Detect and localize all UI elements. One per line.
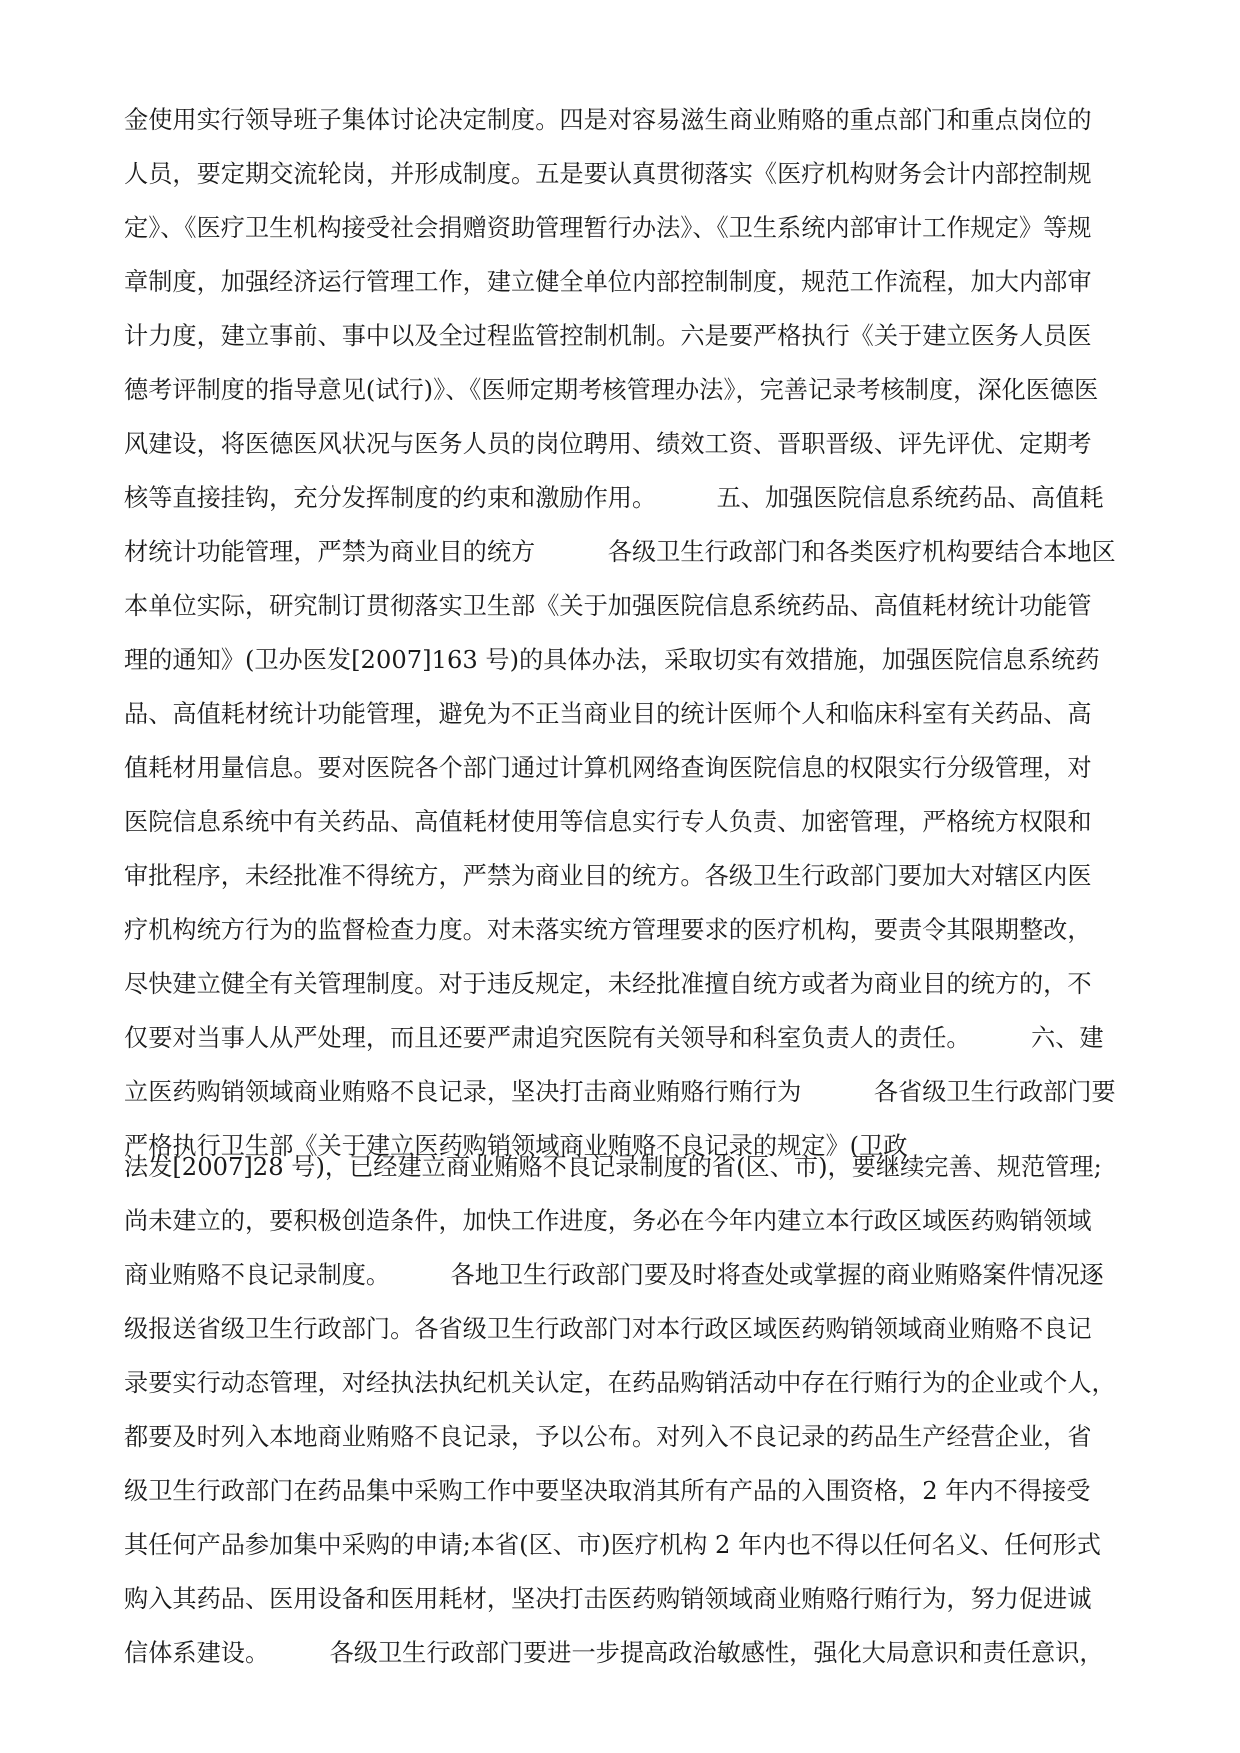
text-line: 录要实行动态管理，对经执法执纪机关认定，在药品购销活动中存在行贿行为的企业或个人， <box>124 1369 1116 1397</box>
text-line: 其任何产品参加集中采购的申请;本省(区、市)医疗机构 2 年内也不得以任何名义、任何形式 <box>124 1531 1101 1559</box>
text-line: 仅要对当事人从严处理，而且还要严肃追究医院有关领导和科室负责人的责任。 六、建 <box>124 1024 1104 1052</box>
text-line: 信体系建设。 各级卫生行政部门要进一步提高政治敏感性，强化大局意识和责任意识， <box>124 1639 1104 1667</box>
text-line: 尚未建立的，要积极创造条件，加快工作进度，务必在今年内建立本行政区域医药购销领域 <box>124 1207 1092 1235</box>
text-line: 章制度，加强经济运行管理工作，建立健全单位内部控制制度，规范工作流程，加大内部审 <box>124 268 1092 296</box>
text-line: 医院信息系统中有关药品、高值耗材使用等信息实行专人负责、加密管理，严格统方权限和 <box>124 808 1092 836</box>
text-line: 德考评制度的指导意见(试行)》、《医师定期考核管理办法》，完善记录考核制度，深化医德医 <box>124 376 1099 404</box>
text-line: 法发[2007]28 号)，已经建立商业贿赂不良记录制度的省(区、市)，要继续完善、规范管理; <box>124 1153 1102 1181</box>
text-line: 值耗材用量信息。要对医院各个部门通过计算机网络查询医院信息的权限实行分级管理，对 <box>124 754 1092 782</box>
text-line: 严格执行卫生部《关于建立医药购销领域商业贿赂不良记录的规定》(卫政 <box>124 1132 908 1160</box>
text-line: 品、高值耗材统计功能管理，避免为不正当商业目的统计医师个人和临床科室有关药品、高 <box>124 700 1092 728</box>
text-line: 人员，要定期交流轮岗，并形成制度。五是要认真贯彻落实《医疗机构财务会计内部控制规 <box>124 160 1092 188</box>
text-line: 定》、《医疗卫生机构接受社会捐赠资助管理暂行办法》、《卫生系统内部审计工作规定》等规 <box>124 214 1092 242</box>
text-line: 金使用实行领导班子集体讨论决定制度。四是对容易滋生商业贿赂的重点部门和重点岗位的 <box>124 106 1092 134</box>
text-line: 立医药购销领域商业贿赂不良记录，坚决打击商业贿赂行贿行为 各省级卫生行政部门要 <box>124 1078 1116 1106</box>
text-line: 风建设，将医德医风状况与医务人员的岗位聘用、绩效工资、晋职晋级、评先评优、定期考 <box>124 430 1092 458</box>
text-line: 疗机构统方行为的监督检查力度。对未落实统方管理要求的医疗机构，要责令其限期整改， <box>124 916 1092 944</box>
text-line: 商业贿赂不良记录制度。 各地卫生行政部门要及时将查处或掌握的商业贿赂案件情况逐 <box>124 1261 1104 1289</box>
text-line: 级报送省级卫生行政部门。各省级卫生行政部门对本行政区域医药购销领域商业贿赂不良记 <box>124 1315 1092 1343</box>
text-line: 计力度，建立事前、事中以及全过程监管控制机制。六是要严格执行《关于建立医务人员医 <box>124 322 1092 350</box>
text-line: 都要及时列入本地商业贿赂不良记录，予以公布。对列入不良记录的药品生产经营企业，省 <box>124 1423 1092 1451</box>
text-line: 理的通知》(卫办医发[2007]163 号)的具体办法，采取切实有效措施，加强医院信息系统药 <box>124 646 1100 674</box>
text-block-1 <box>124 93 1124 1173</box>
text-line: 尽快建立健全有关管理制度。对于违反规定，未经批准擅自统方或者为商业目的统方的，不 <box>124 970 1092 998</box>
text-line: 核等直接挂钩，充分发挥制度的约束和激励作用。 五、加强医院信息系统药品、高值耗 <box>124 484 1104 512</box>
text-line: 级卫生行政部门在药品集中采购工作中要坚决取消其所有产品的入围资格，2 年内不得接受 <box>124 1477 1091 1505</box>
text-line: 材统计功能管理，严禁为商业目的统方 各级卫生行政部门和各类医疗机构要结合本地区 <box>124 538 1116 566</box>
text-line: 本单位实际，研究制订贯彻落实卫生部《关于加强医院信息系统药品、高值耗材统计功能管 <box>124 592 1092 620</box>
text-line: 审批程序，未经批准不得统方，严禁为商业目的统方。各级卫生行政部门要加大对辖区内医 <box>124 862 1092 890</box>
text-line: 购入其药品、医用设备和医用耗材，坚决打击医药购销领域商业贿赂行贿行为，努力促进诚 <box>124 1585 1092 1613</box>
text-block-2 <box>124 1140 1124 1680</box>
